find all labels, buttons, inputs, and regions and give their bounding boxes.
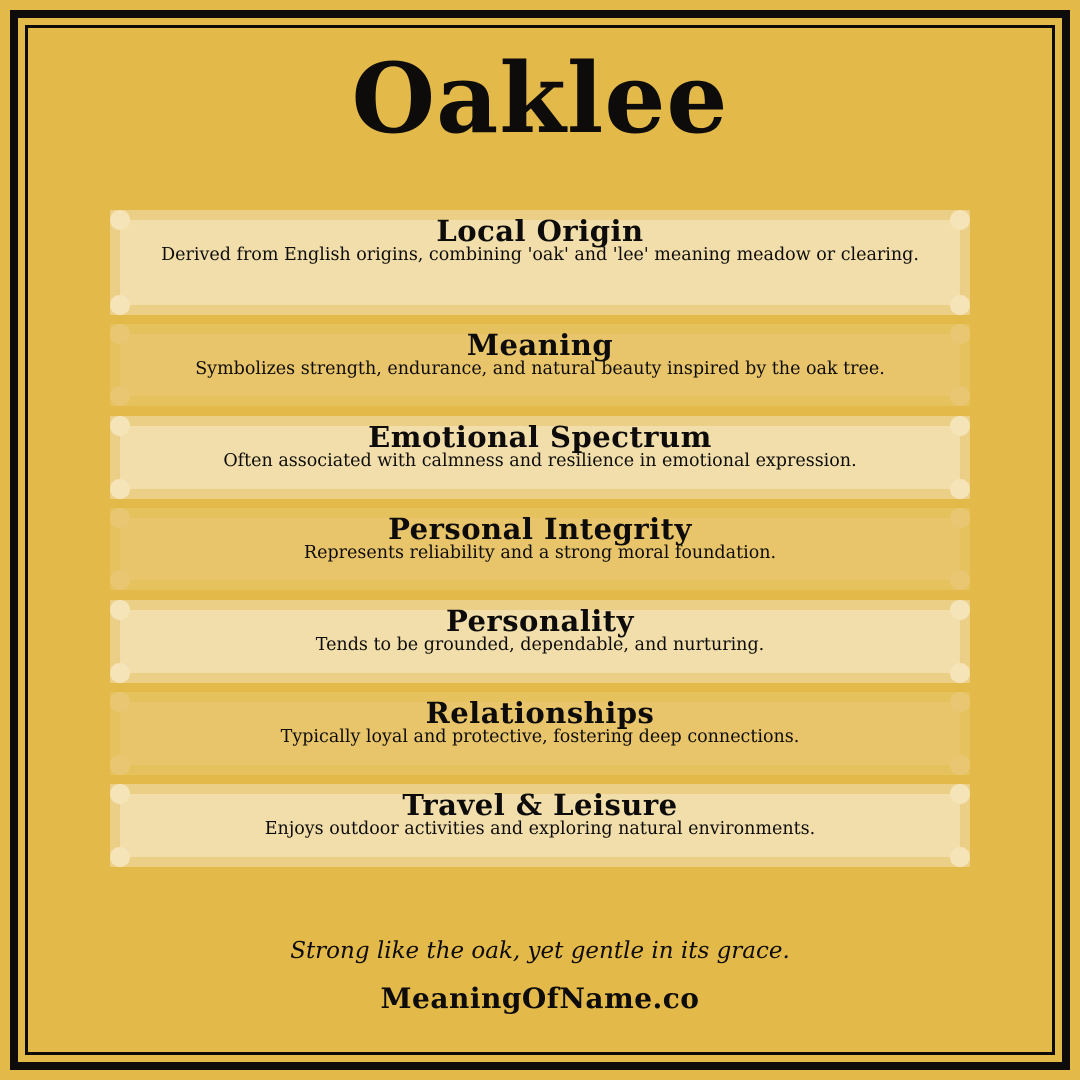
section-heading: Relationships bbox=[425, 696, 655, 730]
section-heading: Personal Integrity bbox=[388, 512, 692, 546]
section-heading: Meaning bbox=[466, 328, 614, 362]
section-card-travel-leisure bbox=[110, 784, 970, 867]
corner-dot bbox=[110, 663, 130, 683]
corner-dot bbox=[110, 386, 130, 406]
section-text: Typically loyal and protective, fostering deep connections. bbox=[280, 727, 800, 747]
section-text: Tends to be grounded, dependable, and nurturing. bbox=[315, 635, 765, 655]
name-title: Oaklee bbox=[351, 42, 729, 155]
section-card-meaning bbox=[110, 324, 970, 406]
section-text: Symbolizes strength, endurance, and natural beauty inspired by the oak tree. bbox=[195, 359, 885, 379]
section-text: Enjoys outdoor activities and exploring natural environments. bbox=[264, 819, 816, 839]
section-heading: Emotional Spectrum bbox=[368, 420, 712, 454]
section-heading: Personality bbox=[445, 604, 635, 638]
corner-dot bbox=[950, 663, 970, 683]
brand-name: MeaningOfName.co bbox=[380, 982, 700, 1015]
corner-dot bbox=[950, 847, 970, 867]
section-heading: Local Origin bbox=[436, 214, 644, 248]
tagline: Strong like the oak, yet gentle in its grace. bbox=[290, 938, 790, 964]
corner-dot bbox=[110, 570, 130, 590]
corner-dot bbox=[110, 847, 130, 867]
section-card-personality bbox=[110, 600, 970, 683]
corner-dot bbox=[110, 295, 130, 315]
section-text: Often associated with calmness and resilience in emotional expression. bbox=[223, 451, 857, 471]
corner-dot bbox=[950, 295, 970, 315]
corner-dot bbox=[110, 479, 130, 499]
section-card-personal-integrity bbox=[110, 508, 970, 590]
corner-dot bbox=[950, 386, 970, 406]
section-heading: Travel & Leisure bbox=[402, 788, 678, 822]
corner-dot bbox=[110, 755, 130, 775]
section-text: Represents reliability and a strong moral foundation. bbox=[303, 543, 777, 563]
corner-dot bbox=[950, 479, 970, 499]
corner-dot bbox=[950, 755, 970, 775]
section-card-relationships bbox=[110, 692, 970, 775]
section-card-local-origin bbox=[110, 210, 970, 315]
section-card-emotional-spectrum bbox=[110, 416, 970, 499]
corner-dot bbox=[950, 570, 970, 590]
section-text: Derived from English origins, combining 'oak' and 'lee' meaning meadow or clearing. bbox=[161, 245, 919, 265]
